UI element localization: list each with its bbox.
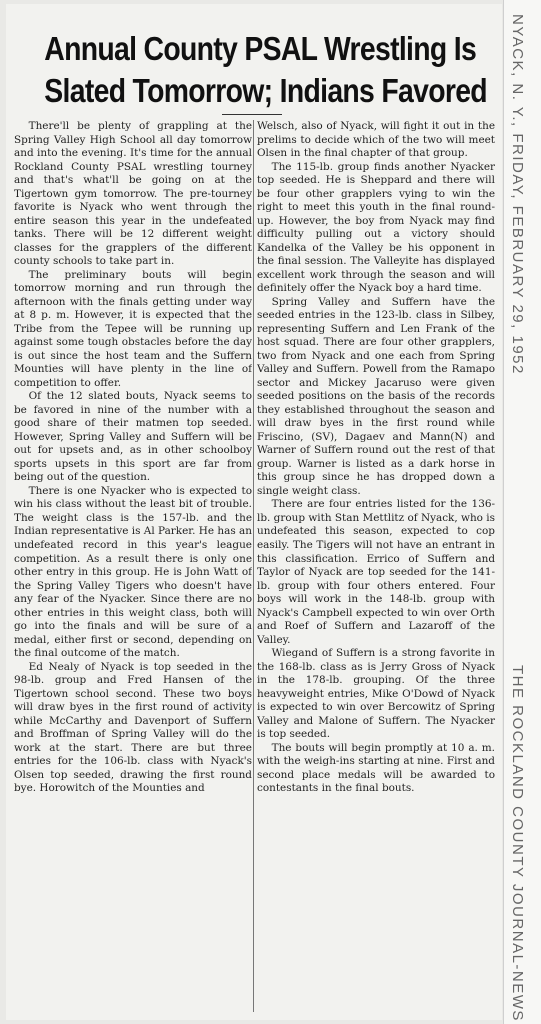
masthead: THE ROCKLAND COUNTY JOURNAL-NEWS — [509, 665, 526, 1022]
paragraph: The bouts will begin promptly at 10 a. m. with the weigh-ins starting at nine. First and second place medals will be awarded to contestants in the final bouts. — [257, 741, 495, 795]
paragraph: The 115-lb. group finds another Nyacker top seeded. He is Sheppard and there will be four other grapplers vying to win the right to meet this youth in the final round-up. However, the boy from Nyack may find difficulty pulling out a victory should Kandelka of the Valley be his opponent in the final session. The Valleyite has displayed excellent work through the season and will definitely offer the Nyack boy a hard time. — [257, 160, 495, 295]
headline-rule — [222, 114, 282, 115]
headline — [44, 28, 487, 112]
paragraph: Spring Valley and Suffern have the seeded entries in the 123-lb. class in Silbey, representing Suffern and Len Frank of the host squad. There are four other grapplers, two from Nyack and one each from Spring Valley and Suffern. Powell from the Ramapo sector and Mickey Jacaruso were given seeded positions on the basis of the records they established throughout the season and will draw byes in the first round while Friscino, (SV), Dagaev and Mann(N) and Warner of Suffern round out the rest of that group. Warner is listed as a dark horse in this group since he has dropped down a single weight class. — [257, 295, 495, 497]
paragraph: There'll be plenty of grappling at the Spring Valley High School all day tomorrow and into the evening. It's time for the annual Rockland County PSAL wrestling tourney and that's what'll be going on at the Tigertown gym tomorrow. The pre-tourney favorite is Nyack who went through the entire season this year in the undefeated tanks. There will be 12 different weight classes for the grapplers of the different county schools to take part in. — [14, 120, 252, 268]
headline-line-1: Annual County PSAL Wrestling Is — [44, 30, 477, 68]
paragraph: Ed Nealy of Nyack is top seeded in the 98-lb. group and Fred Hansen of the Tigertown school second. These two boys will draw byes in the first round of activity while McCarthy and Davenport of Suffern and Broffman of Spring Valley will do the work at the start. There are but three entries for the 106-lb. class with Nyack's Olsen top seeded, drawing the first round bye. Horowitch of the Mounties and — [14, 660, 252, 795]
paragraph: The preliminary bouts will begin tomorrow morning and run through the afternoon with the finals getting under way at 8 p. m. However, it is expected that the Tribe from the Tepee will be running up against some tough obstacles before the day is out since the host team and the Suffern Mounties will have plenty in the line of competition to offer. — [14, 268, 252, 389]
paragraph: There are four entries listed for the 136-lb. group with Stan Mettlitz of Nyack, who is undefeated this season, expected to cop easily. The Tigers will not have an entrant in this classification. Errico of Suffern and Taylor of Nyack are top seeded for the 141-lb. group with four others entered. Four boys will work in the 148-lb. group with Nyack's Campbell expected to win over Orth and Roef of Suffern and Lazaroff of the Valley. — [257, 498, 495, 646]
column-divider — [253, 120, 254, 1012]
paragraph: Of the 12 slated bouts, Nyack seems to be favored in nine of the number with a good share of their matmen top seeded. However, Spring Valley and Suffern will be out for upsets and, as in other schoolboy sports upsets in this sport are far from being out of the question. — [14, 390, 252, 484]
dateline: NYACK, N. Y., FRIDAY, FEBRUARY 29, 1952 — [509, 14, 526, 375]
paragraph: Wiegand of Suffern is a strong favorite in the 168-lb. class as is Jerry Gross of Nyack in the 178-lb. grouping. Of the three heavyweight entries, Mike O'Dowd of Nyack is expected to win over Bercowitz of Spring Valley and Malone of Suffern. The Nyacker is top seeded. — [257, 647, 495, 741]
headline-line-2: Slated Tomorrow; Indians Favored — [44, 72, 487, 110]
paragraph-continued: Welsch, also of Nyack, will fight it out in the prelims to decide which of the two will meet Olsen in the final chapter of that group. — [257, 120, 495, 160]
paragraph: There is one Nyacker who is expected to win his class without the least bit of trouble. The weight class is the 157-lb. and the Indian representative is Al Parker. He has an undefeated record in this year's league competition. As a result there is only one other entry in this group. He is John Watt of the Spring Valley Tigers who doesn't have any fear of the Nyacker. Since there are no other entries in this weight class, both will go into the finals and will be sure of a medal, either first or second, depending on the final outcome of the match. — [14, 484, 252, 660]
article-column-right — [257, 120, 495, 1012]
article-column-left — [14, 120, 252, 1012]
